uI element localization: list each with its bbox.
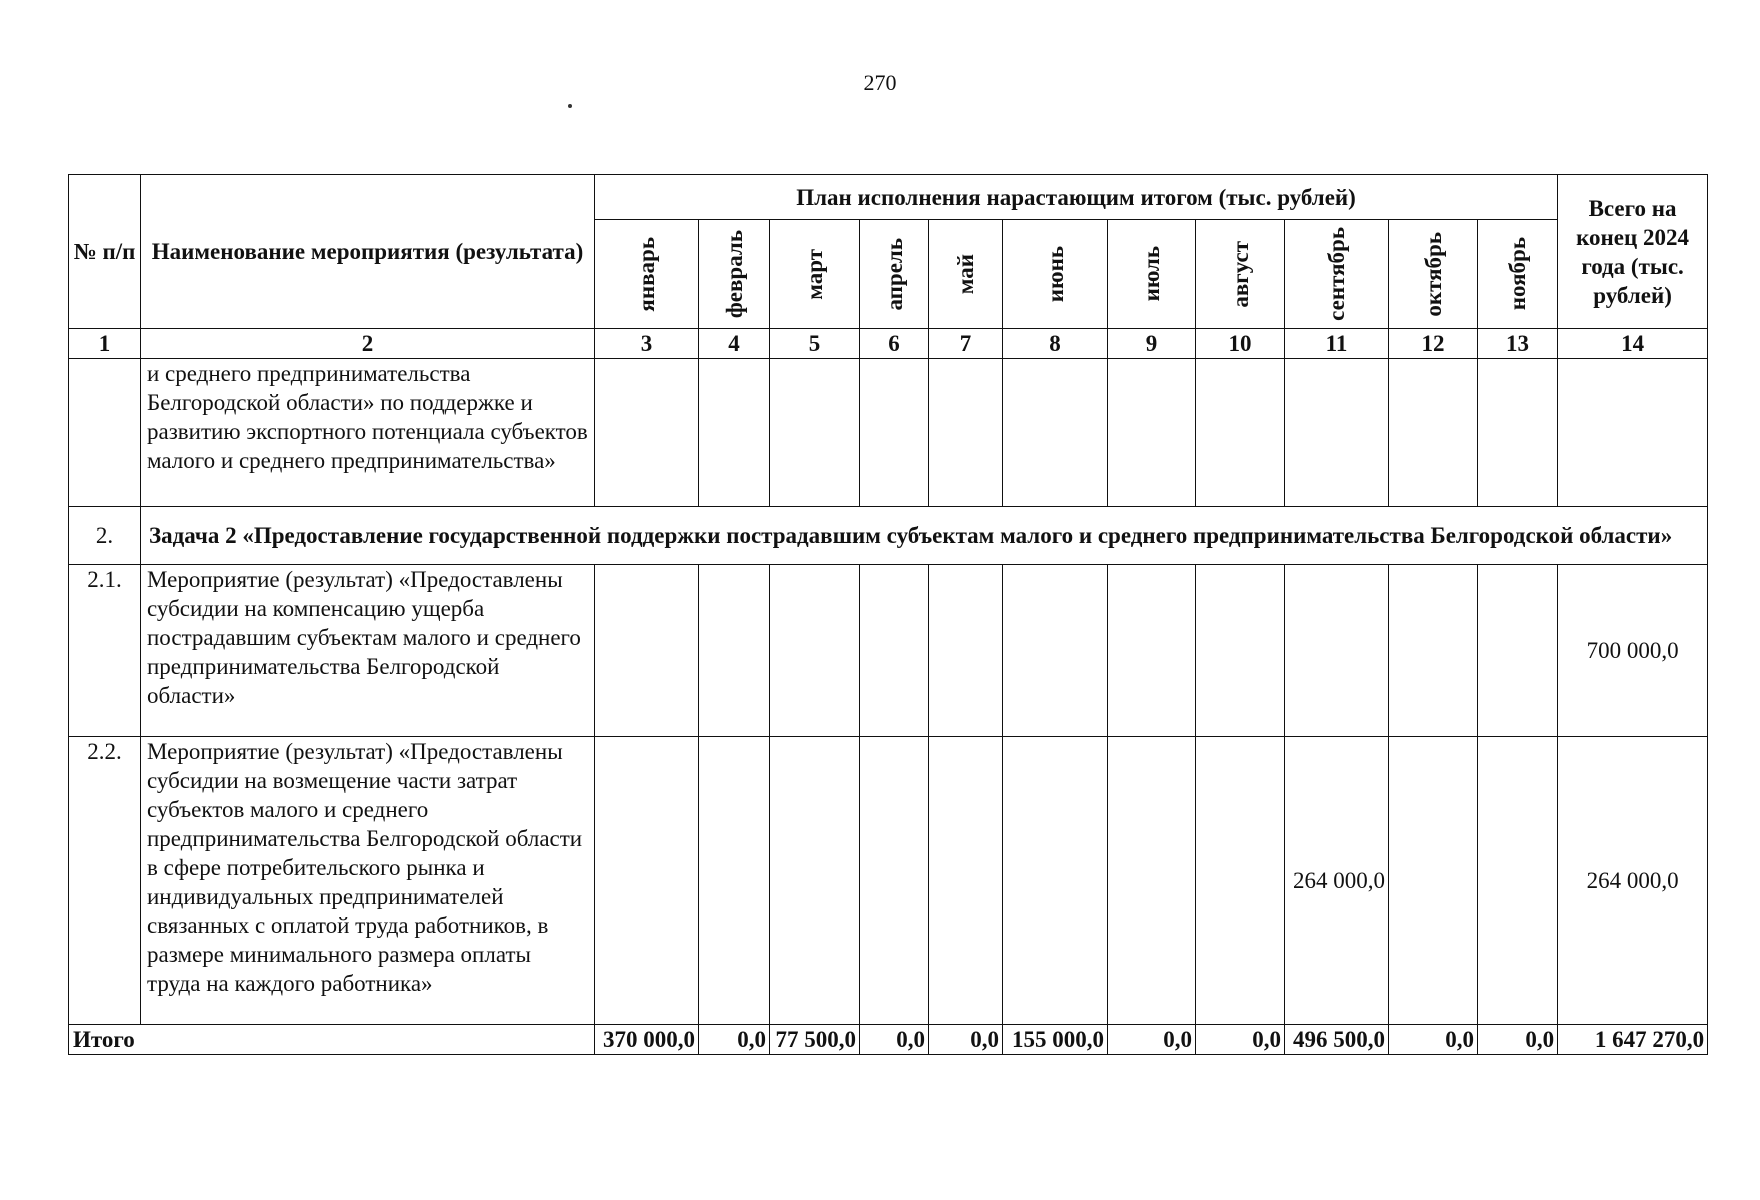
empty-cell <box>595 359 699 507</box>
column-number: 14 <box>1558 329 1708 359</box>
empty-cell <box>929 565 1003 737</box>
column-number: 5 <box>770 329 860 359</box>
table-row-itogo <box>69 1025 1708 1055</box>
month-october: октябрь <box>1389 220 1478 329</box>
column-number: 1 <box>69 329 141 359</box>
column-number: 12 <box>1389 329 1478 359</box>
empty-cell <box>1108 737 1196 1025</box>
row-num: 2.1. <box>69 565 141 737</box>
empty-cell <box>860 359 929 507</box>
empty-cell <box>1196 737 1285 1025</box>
itogo-november: 0,0 <box>1478 1025 1558 1055</box>
itogo-march: 77 500,0 <box>770 1025 860 1055</box>
column-number: 8 <box>1003 329 1108 359</box>
empty-cell <box>860 565 929 737</box>
empty-cell <box>1389 565 1478 737</box>
header-row-1 <box>69 175 1708 220</box>
itogo-total: 1 647 270,0 <box>1558 1025 1708 1055</box>
table-row-2-1 <box>69 565 1708 737</box>
month-february: февраль <box>699 220 770 329</box>
empty-cell <box>699 565 770 737</box>
empty-cell <box>929 359 1003 507</box>
empty-cell <box>1003 359 1108 507</box>
month-april: апрель <box>860 220 929 329</box>
row-total: 264 000,0 <box>1558 737 1708 1025</box>
itogo-june: 155 000,0 <box>1003 1025 1108 1055</box>
empty-cell <box>770 359 860 507</box>
table-row-continuation <box>69 359 1708 507</box>
column-number: 2 <box>141 329 595 359</box>
column-numbers-row <box>69 329 1708 359</box>
empty-cell <box>1558 359 1708 507</box>
table-row-task-2 <box>69 507 1708 565</box>
empty-cell <box>770 565 860 737</box>
month-august: август <box>1196 220 1285 329</box>
header-name: Наименование мероприятия (результата) <box>141 175 595 329</box>
empty-cell <box>699 359 770 507</box>
month-september: сентябрь <box>1285 220 1389 329</box>
column-number: 6 <box>860 329 929 359</box>
september-value: 264 000,0 <box>1285 737 1389 1025</box>
month-may: май <box>929 220 1003 329</box>
itogo-april: 0,0 <box>860 1025 929 1055</box>
empty-cell <box>595 565 699 737</box>
itogo-label: Итого <box>69 1025 595 1055</box>
empty-cell <box>1108 565 1196 737</box>
empty-cell <box>1389 737 1478 1025</box>
row-num: 2. <box>69 507 141 565</box>
month-january: январь <box>595 220 699 329</box>
row-num <box>69 359 141 507</box>
empty-cell <box>1478 565 1558 737</box>
empty-cell <box>1108 359 1196 507</box>
column-number: 3 <box>595 329 699 359</box>
empty-cell <box>1478 737 1558 1025</box>
itogo-may: 0,0 <box>929 1025 1003 1055</box>
empty-cell <box>1196 565 1285 737</box>
empty-cell <box>770 737 860 1025</box>
empty-cell <box>1478 359 1558 507</box>
empty-cell <box>1003 565 1108 737</box>
column-number: 11 <box>1285 329 1389 359</box>
itogo-august: 0,0 <box>1196 1025 1285 1055</box>
header-total: Всего на конец 2024 года (тыс. рублей) <box>1558 175 1708 329</box>
empty-cell <box>1196 359 1285 507</box>
empty-cell <box>1389 359 1478 507</box>
empty-cell <box>1285 359 1389 507</box>
row-name: Мероприятие (результат) «Предоставлены субсидии на компенсацию ущерба пострадавшим субъектам малого и среднего предпринимательства Белгородской области» <box>141 565 595 737</box>
month-july: июль <box>1108 220 1196 329</box>
table-row-2-2 <box>69 737 1708 1025</box>
itogo-january: 370 000,0 <box>595 1025 699 1055</box>
empty-cell <box>699 737 770 1025</box>
empty-cell <box>860 737 929 1025</box>
empty-cell <box>929 737 1003 1025</box>
column-number: 13 <box>1478 329 1558 359</box>
itogo-february: 0,0 <box>699 1025 770 1055</box>
column-number: 4 <box>699 329 770 359</box>
itogo-september: 496 500,0 <box>1285 1025 1389 1055</box>
empty-cell <box>1285 565 1389 737</box>
column-number: 9 <box>1108 329 1196 359</box>
row-total: 700 000,0 <box>1558 565 1708 737</box>
page-number: 270 <box>863 70 897 95</box>
itogo-july: 0,0 <box>1108 1025 1196 1055</box>
column-number: 10 <box>1196 329 1285 359</box>
month-march: март <box>770 220 860 329</box>
header-plan-title: План исполнения нарастающим итогом (тыс. рублей) <box>595 175 1558 220</box>
month-november: ноябрь <box>1478 220 1558 329</box>
empty-cell <box>595 737 699 1025</box>
row-name: и среднего предпринимательства Белгородской области» по поддержке и развитию экспортного потенциала субъектов малого и среднего предпринимательства» <box>141 359 595 507</box>
task-2-title: Задача 2 «Предоставление государственной поддержки пострадавшим субъектам малого и среднего предпринимательства Белгородской области» <box>141 507 1708 565</box>
scan-speck <box>568 104 572 108</box>
itogo-october: 0,0 <box>1389 1025 1478 1055</box>
header-num: № п/п <box>69 175 141 329</box>
column-number: 7 <box>929 329 1003 359</box>
month-june: июнь <box>1003 220 1108 329</box>
empty-cell <box>1003 737 1108 1025</box>
row-num: 2.2. <box>69 737 141 1025</box>
row-name: Мероприятие (результат) «Предоставлены субсидии на возмещение части затрат субъектов малого и среднего предпринимательства Белгородской области в сфере потребительского рынка и индивидуальных предпринимателей связанных с оплатой труда работников, в размере минимального размера оплаты труда на каждого работника» <box>141 737 595 1025</box>
execution-plan-table <box>68 174 1708 1055</box>
